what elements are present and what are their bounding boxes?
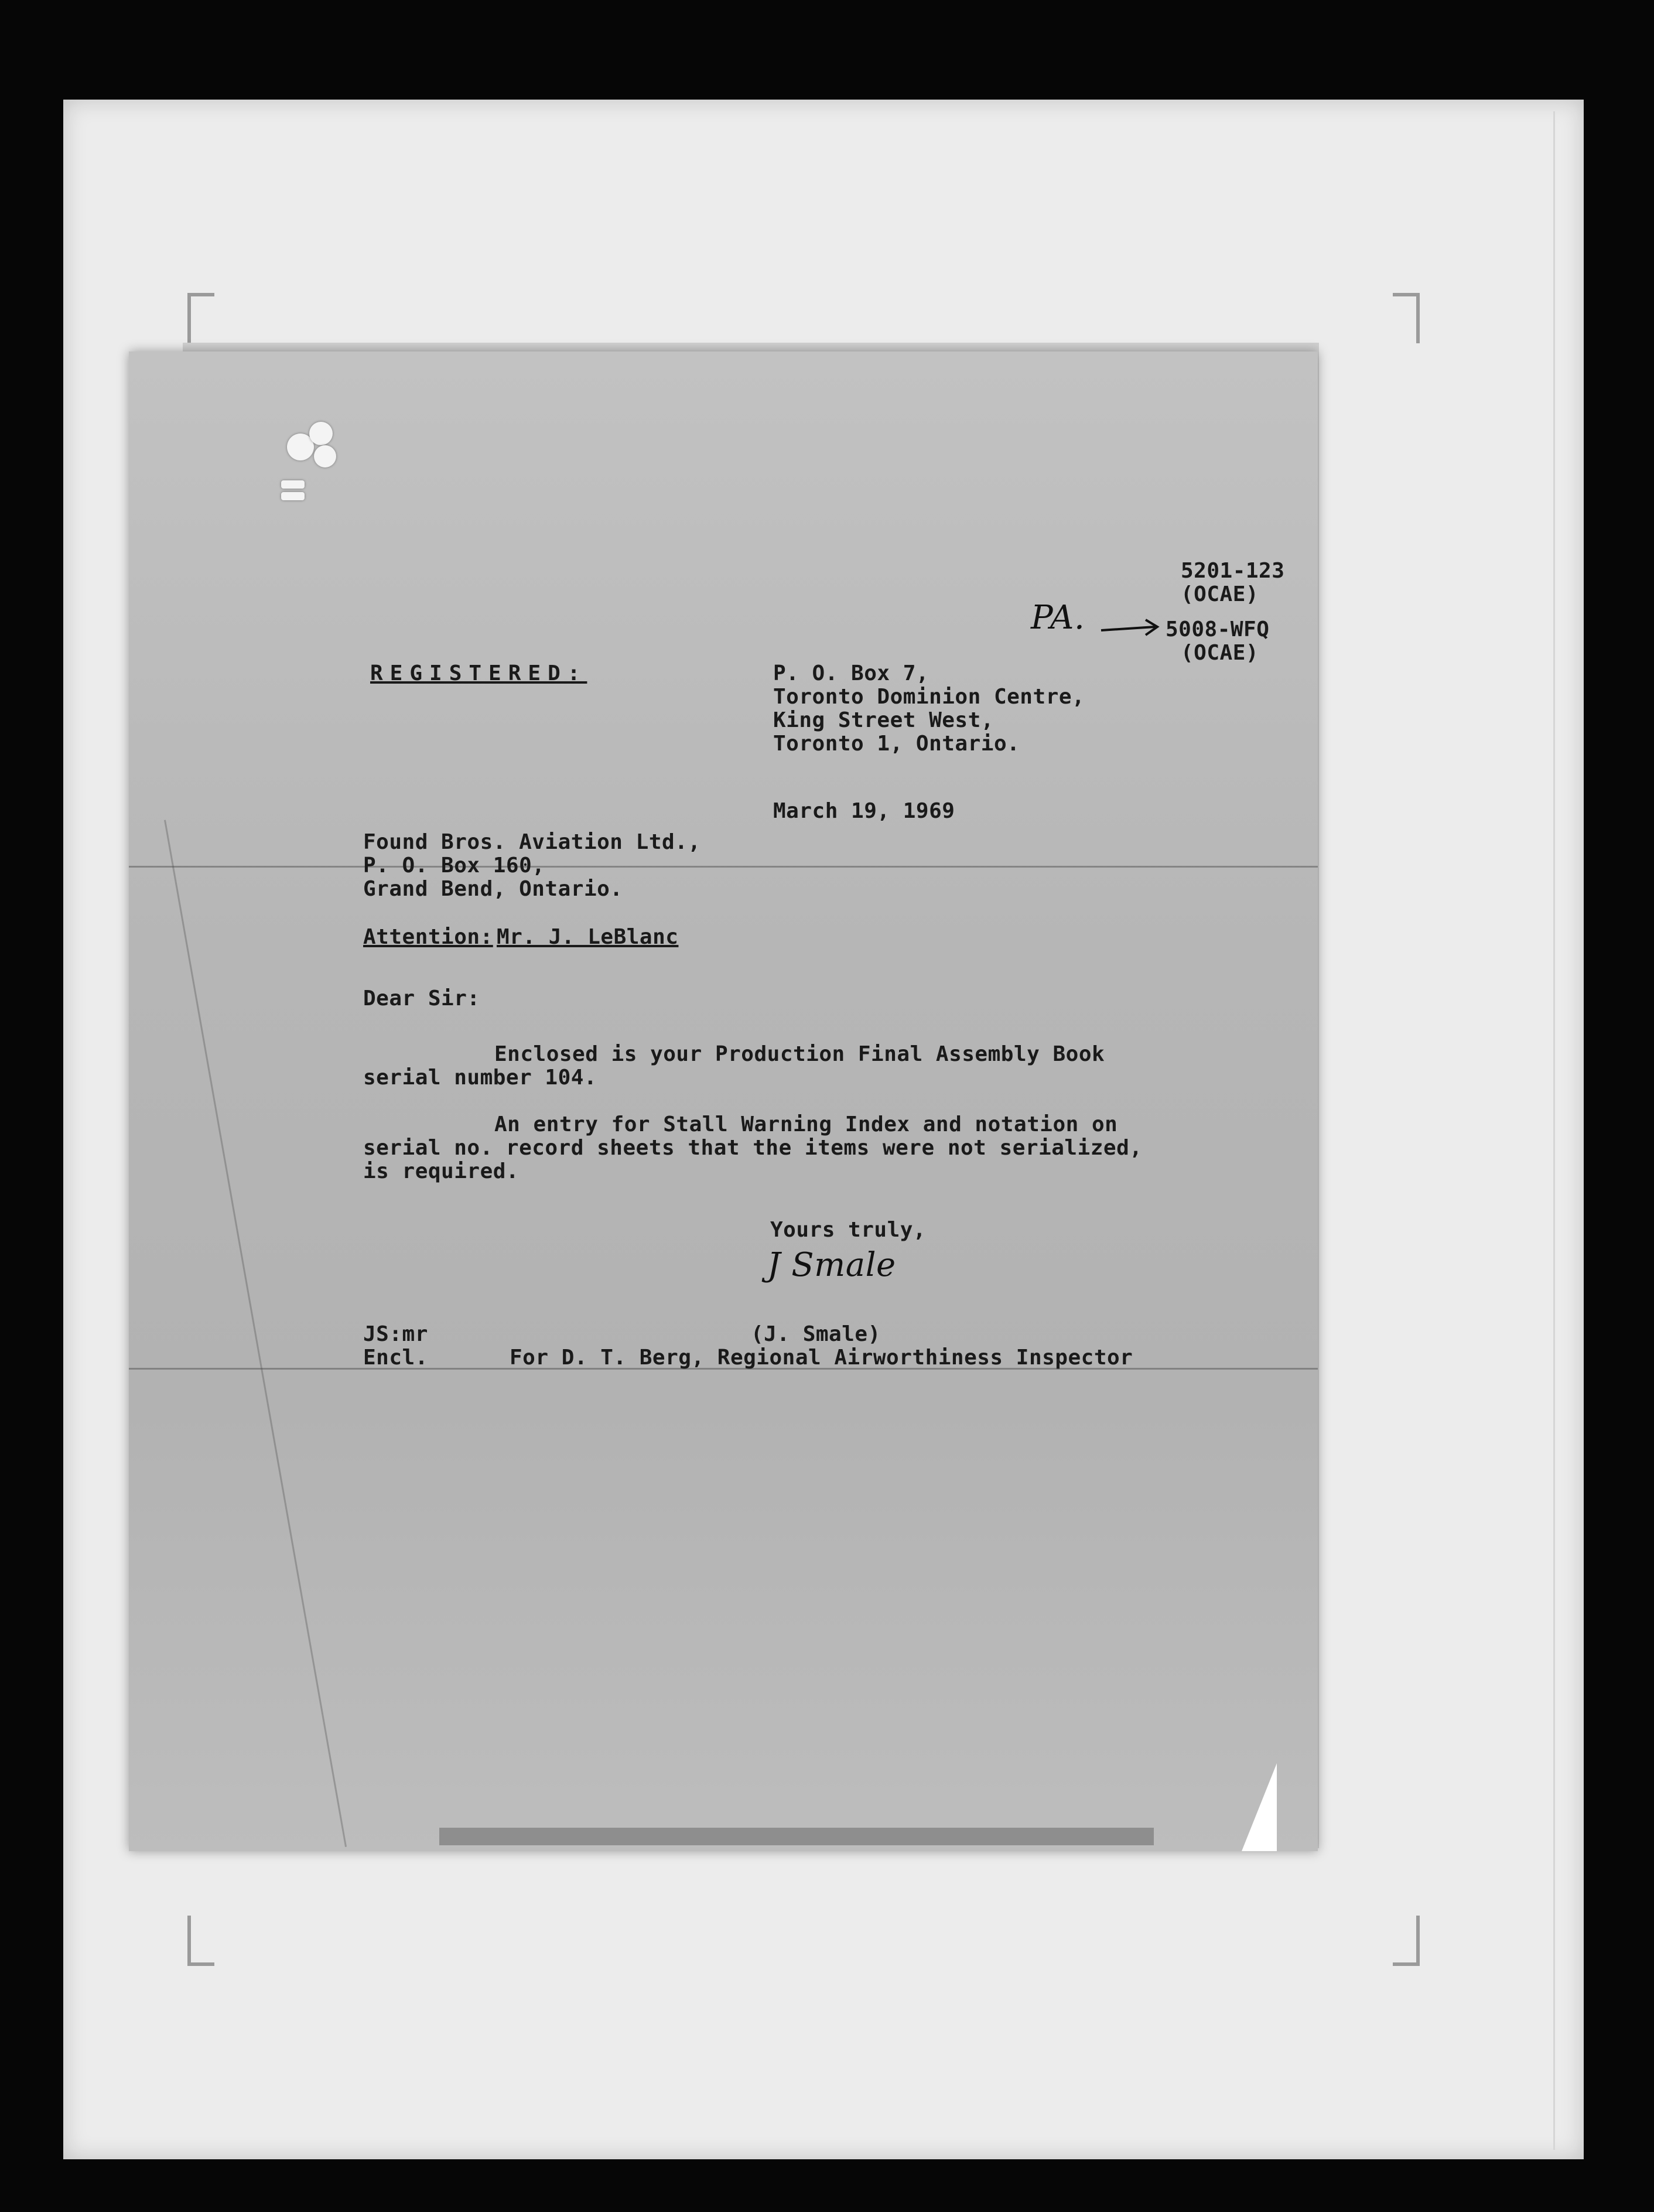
folded-corner (1242, 1763, 1277, 1851)
crop-mark-top-left (187, 293, 214, 343)
signer-name: (J. Smale) (751, 1322, 881, 1346)
closing: Yours truly, (770, 1218, 927, 1242)
frame-edge-line (1553, 111, 1555, 2150)
fold-line-upper (129, 866, 1318, 868)
recipient-address-line: Found Bros. Aviation Ltd., (363, 830, 701, 854)
bottom-edge-shadow (439, 1828, 1154, 1845)
body-paragraph-line: An entry for Stall Warning Index and notation on (494, 1112, 1118, 1136)
crop-mark-bottom-right (1393, 1916, 1420, 1966)
body-paragraph-line: is required. (363, 1159, 520, 1183)
attention-label: Attention: (363, 925, 493, 949)
file-reference-1: 5201-123 (1181, 559, 1285, 583)
sender-address-line: P. O. Box 7, (773, 661, 929, 685)
letter-date: March 19, 1969 (773, 799, 955, 823)
recipient-address-line: P. O. Box 160, (363, 854, 545, 878)
typist-initials: JS:mr (363, 1322, 428, 1346)
body-paragraph-line: Enclosed is your Production Final Assembly Book (494, 1042, 1105, 1066)
file-reference-1-office: (OCAE) (1181, 582, 1259, 606)
handwritten-signature: J Smale (767, 1246, 896, 1284)
enclosure-note: Encl. (363, 1346, 428, 1370)
body-paragraph-line: serial number 104. (363, 1066, 597, 1090)
diagonal-crease (164, 820, 347, 1846)
handwritten-pa-mark: PA. (1031, 599, 1085, 637)
signer-title: For D. T. Berg, Regional Airworthiness Inspector (510, 1346, 1133, 1370)
sender-address-line: Toronto 1, Ontario. (773, 732, 1020, 756)
sender-address-line: Toronto Dominion Centre, (773, 685, 1085, 709)
letter-sheet (129, 351, 1318, 1851)
arrow-icon (1099, 616, 1163, 640)
crop-mark-bottom-left (187, 1916, 214, 1966)
file-reference-2: 5008-WFQ (1166, 617, 1270, 641)
recipient-address-line: Grand Bend, Ontario. (363, 877, 623, 901)
attention-name: Mr. J. LeBlanc (497, 925, 679, 949)
sender-address-line: King Street West, (773, 708, 994, 732)
file-reference-2-office: (OCAE) (1181, 641, 1259, 665)
crop-mark-top-right (1393, 293, 1420, 343)
salutation: Dear Sir: (363, 986, 480, 1011)
registered-heading: REGISTERED: (370, 661, 587, 685)
body-paragraph-line: serial no. record sheets that the items were not serialized, (363, 1136, 1143, 1160)
